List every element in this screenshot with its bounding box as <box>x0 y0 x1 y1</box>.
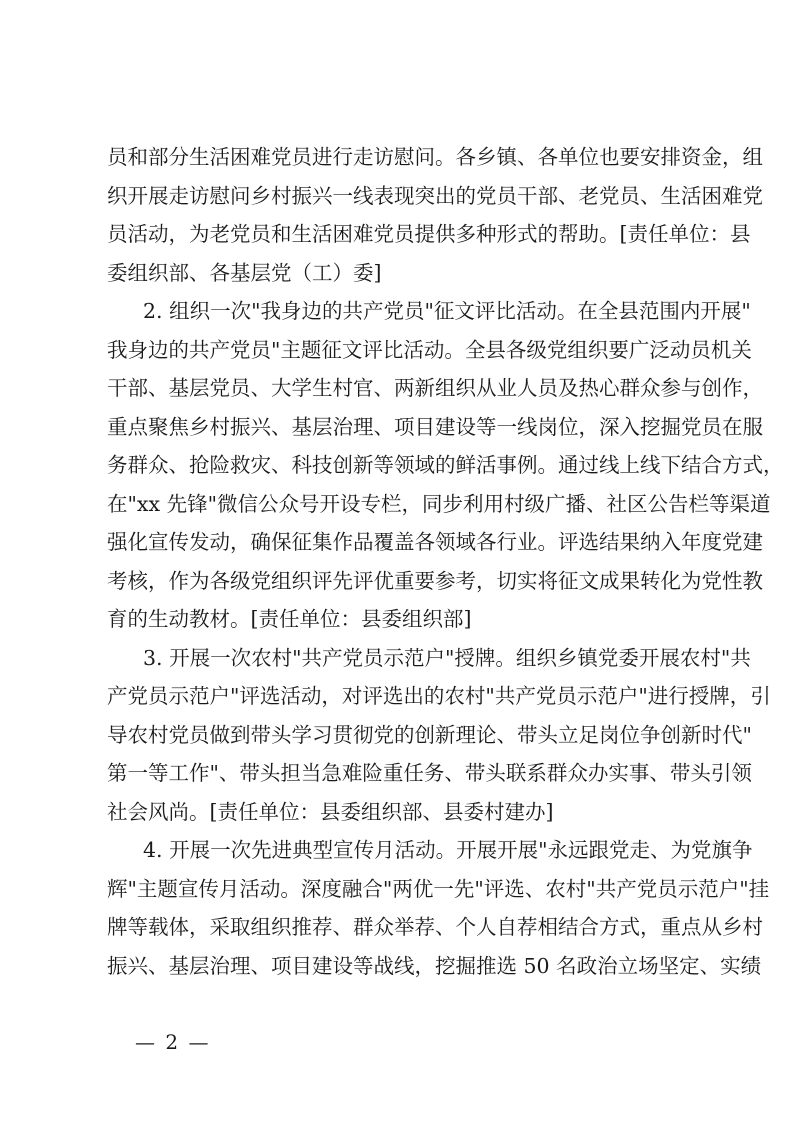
text-line: 产党员示范户"评选活动，对评选出的农村"共产党员示范户"进行授牌，引 <box>107 684 771 708</box>
paragraph <box>107 138 763 292</box>
text-line: 3. 开展一次农村"共产党员示范户"授牌。组织乡镇党委开展农村"共 <box>143 645 751 670</box>
text-line: 牌等载体，采取组织推荐、群众举荐、个人自荐相结合方式，重点从乡村 <box>107 915 763 939</box>
text-line: 4. 开展一次先进典型宣传月活动。开展开展"永远跟党走、为党旗争 <box>143 838 753 862</box>
text-line: 强化宣传发动，确保征集作品覆盖各领域各行业。评选结果纳入年度党建 <box>107 530 763 554</box>
text-line: 员活动，为老党员和生活困难党员提供多种形式的帮助。[责任单位：县 <box>107 222 751 246</box>
text-line: 2. 组织一次"我身边的共产党员"征文评比活动。在全县范围内开展" <box>143 299 751 323</box>
text-line: 委组织部、各基层党（工）委] <box>107 260 382 285</box>
page-number: — 2 — <box>135 1030 211 1054</box>
paragraph <box>107 639 771 832</box>
text-line: 第一等工作"、带头担当急难险重任务、带头联系群众办实事、带头引领 <box>107 761 752 785</box>
text-line: 育的生动教材。[责任单位：县委组织部] <box>107 607 472 631</box>
text-line: 干部、基层党员、大学生村官、两新组织从业人员及热心群众参与创作， <box>107 376 763 400</box>
text-line: 务群众、抢险救灾、科技创新等领域的鲜活事例。通过线上线下结合方式， <box>107 453 784 477</box>
text-line: 重点聚焦乡村振兴、基层治理、项目建设等一线岗位，深入挖掘党员在服 <box>107 414 763 439</box>
text-line: 导农村党员做到带头学习贯彻党的创新理论、带头立足岗位争创新时代" <box>107 722 752 747</box>
text-line: 我身边的共产党员"主题征文评比活动。全县各级党组织要广泛动员机关 <box>107 337 752 362</box>
text-line: 振兴、基层治理、项目建设等战线，挖掘推选 50 名政治立场坚定、实绩 <box>107 953 762 978</box>
text-line: 辉"主题宣传月活动。深度融合"两优一先"评选、农村"共产党员示范户"挂 <box>107 876 770 901</box>
text-line: 社会风尚。[责任单位：县委组织部、县委村建办] <box>107 799 554 824</box>
text-line: 在"xx 先锋"微信公众号开设专栏，同步利用村级广播、社区公告栏等渠道 <box>107 491 771 516</box>
paragraph <box>107 831 770 985</box>
document-body <box>107 138 784 985</box>
text-line: 员和部分生活困难党员进行走访慰问。各乡镇、各单位也要安排资金，组 <box>107 145 763 169</box>
text-line: 织开展走访慰问乡村振兴一线表现突出的党员干部、老党员、生活困难党 <box>107 183 763 208</box>
paragraph <box>107 292 784 639</box>
text-line: 考核，作为各级党组织评先评优重要参考，切实将征文成果转化为党性教 <box>107 568 763 593</box>
